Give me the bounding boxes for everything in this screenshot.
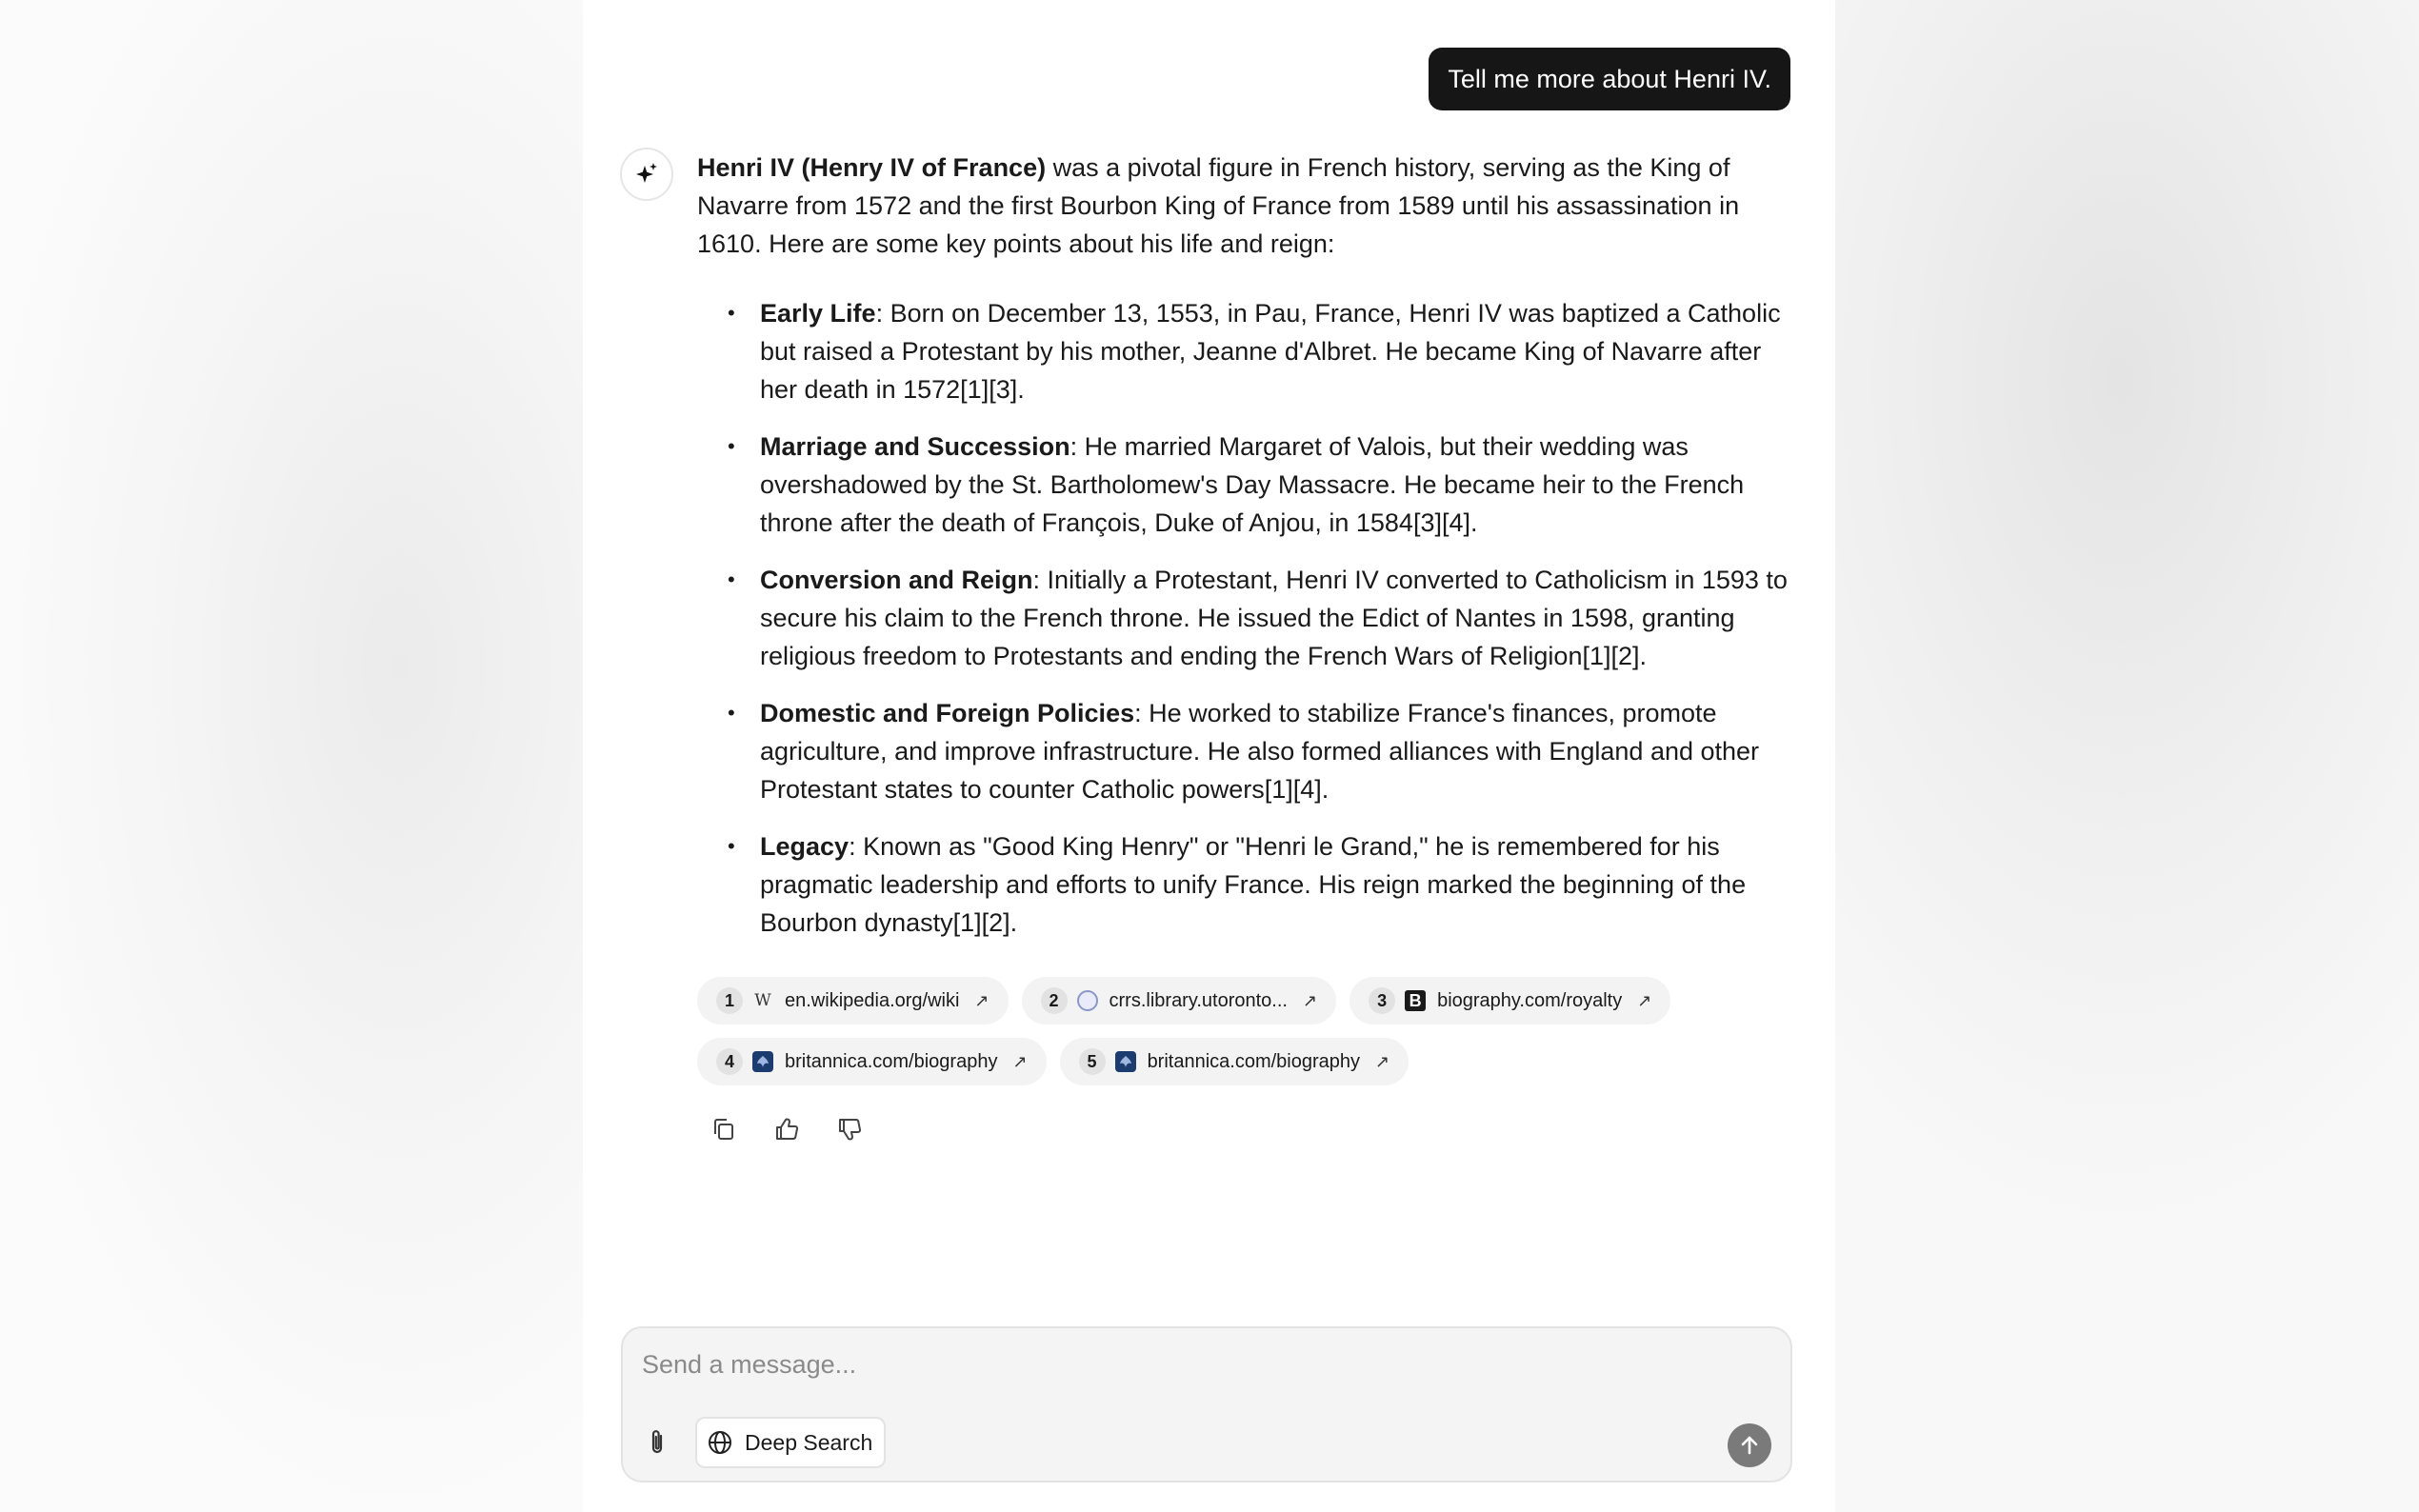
paperclip-icon xyxy=(647,1427,668,1458)
deep-search-button[interactable] xyxy=(695,1417,886,1468)
point-title: Marriage and Succession xyxy=(760,432,1070,461)
bullet: • xyxy=(728,567,735,591)
assistant-avatar xyxy=(620,148,673,201)
external-link-icon: ↗ xyxy=(1012,1051,1028,1071)
source-chip-1[interactable] xyxy=(697,977,1009,1025)
britannica-icon xyxy=(752,1051,773,1072)
user-message-bubble: Tell me more about Henri IV. xyxy=(1429,48,1790,110)
sources-list xyxy=(697,977,1811,1099)
source-number: 1 xyxy=(716,987,743,1014)
source-number: 4 xyxy=(716,1048,743,1075)
external-link-icon: ↗ xyxy=(1637,990,1652,1010)
wikipedia-icon: W xyxy=(754,991,771,1010)
answer-intro-bold: Henri IV (Henry IV of France) xyxy=(697,153,1047,182)
source-number: 5 xyxy=(1079,1048,1106,1075)
external-link-icon: ↗ xyxy=(1302,990,1318,1010)
globe-favicon-icon xyxy=(1077,990,1098,1011)
key-points-list xyxy=(697,294,1792,942)
thumbs-up-icon xyxy=(773,1116,800,1143)
list-item xyxy=(697,428,1792,542)
thumbs-up-button[interactable] xyxy=(770,1112,804,1146)
assistant-answer xyxy=(697,149,1792,961)
thumbs-down-icon xyxy=(836,1116,863,1143)
point-title: Legacy xyxy=(760,832,850,861)
source-label: crrs.library.utoronto... xyxy=(1109,989,1288,1011)
bullet: • xyxy=(728,834,735,858)
answer-intro xyxy=(697,149,1792,263)
point-text: : Known as "Good King Henry" or "Henri le Grand," he is remembered for his pragmatic leadership and efforts to unify France. His reign marked the beginning of the Bourbon dynasty[1][2]. xyxy=(760,832,1747,937)
source-chip-4[interactable] xyxy=(697,1038,1047,1085)
send-button[interactable] xyxy=(1728,1423,1771,1467)
answer-intro-text: was a pivotal figure in French history, serving as the King of Navarre from 1572 and the first Bourbon King of France from 1589 until his assassination in 1610. Here are some key points about his life and reign: xyxy=(697,153,1740,258)
list-item xyxy=(697,294,1792,408)
source-number: 3 xyxy=(1369,987,1395,1014)
copy-icon xyxy=(710,1116,737,1143)
thumbs-down-button[interactable] xyxy=(832,1112,867,1146)
chat-panel xyxy=(583,0,1835,1512)
source-chip-3[interactable] xyxy=(1349,977,1670,1025)
source-label: biography.com/royalty xyxy=(1437,989,1623,1011)
list-item xyxy=(697,694,1792,808)
point-title: Conversion and Reign xyxy=(760,566,1033,594)
message-actions xyxy=(707,1112,867,1146)
deep-search-label: Deep Search xyxy=(745,1429,873,1455)
source-chip-5[interactable] xyxy=(1060,1038,1409,1085)
source-number: 2 xyxy=(1041,987,1068,1014)
external-link-icon: ↗ xyxy=(974,990,990,1010)
source-label: britannica.com/biography xyxy=(1147,1050,1361,1072)
bullet: • xyxy=(728,434,735,458)
external-link-icon: ↗ xyxy=(1375,1051,1390,1071)
bullet: • xyxy=(728,701,735,725)
list-item xyxy=(697,561,1792,675)
britannica-icon xyxy=(1115,1051,1136,1072)
globe-icon xyxy=(707,1429,733,1456)
point-text: : He married Margaret of Valois, but their wedding was overshadowed by the St. Bartholomew's Day Massacre. He became heir to the French throne after the death of François, Duke of Anjou, in 1584[3][4]. xyxy=(760,432,1745,537)
point-text: : He worked to stabilize France's finances, promote agriculture, and improve infrastructure. He also formed alliances with England and other Protestant states to counter Catholic powers[1][4]. xyxy=(760,699,1760,804)
bullet: • xyxy=(728,301,735,325)
list-item xyxy=(697,827,1792,942)
point-text: : Initially a Protestant, Henri IV converted to Catholicism in 1593 to secure his claim to the French throne. He issued the Edict of Nantes in 1598, granting religious freedom to Protestants and ending the French Wars of Religion[1][2]. xyxy=(760,566,1788,670)
attach-button[interactable] xyxy=(642,1423,672,1462)
source-label: britannica.com/biography xyxy=(785,1050,998,1072)
biography-icon: B xyxy=(1405,990,1426,1011)
right-background xyxy=(1835,0,2419,1512)
sparkle-icon xyxy=(632,160,661,189)
message-input[interactable] xyxy=(642,1345,1689,1383)
source-chip-2[interactable] xyxy=(1022,977,1337,1025)
source-label: en.wikipedia.org/wiki xyxy=(785,989,960,1011)
arrow-up-icon xyxy=(1737,1433,1762,1458)
message-composer xyxy=(621,1326,1792,1482)
point-title: Early Life xyxy=(760,299,876,328)
copy-button[interactable] xyxy=(707,1112,741,1146)
point-text: : Born on December 13, 1553, in Pau, France, Henri IV was baptized a Catholic but raised a Protestant by his mother, Jeanne d'Albret. He became King of Navarre after her death in 1572[1][3]. xyxy=(760,299,1781,404)
left-background xyxy=(0,0,583,1512)
point-title: Domestic and Foreign Policies xyxy=(760,699,1135,727)
